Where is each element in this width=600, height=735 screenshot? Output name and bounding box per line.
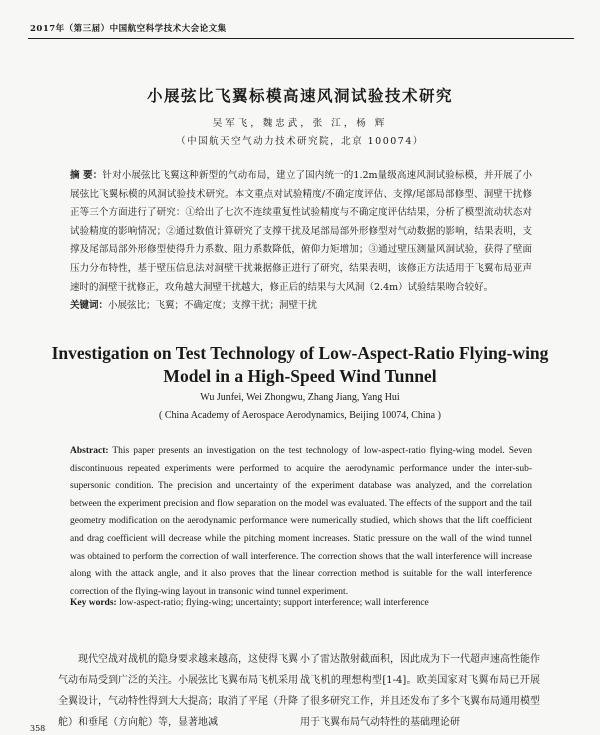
cn-authors: 吴军飞，魏忠武，张 江，杨 辉 <box>212 118 388 129</box>
header-rule <box>28 38 574 39</box>
cn-abstract-text: 针对小展弦比飞翼这种新型的气动布局，建立了国内统一的1.2m量级高速风洞试验标模，并开展了小展弦比飞翼标模的风洞试验技术研究。本文重点对试验精度/不确定度评估、支撑/尾部局部修型、洞壁干扰修正等三个方面进行了研究：①给出了七次不连续重复性试验精度与不确定度评估结果，分析了模型流动状态对试验精度的影响情况；②通过数值计算研究了支撑干扰及尾部局部外形修型对气动数据的影响，结果表明，支撑及尾部局部外形修型使得升力系数、阻力系数降低，俯仰力矩增加；③通过壁压测量风洞试验，获得了壁面压力分布特性，基于壁压信息法对洞壁干扰兼据修正进行了研究，结果表明，该修正方法适用于飞翼布局亚声速时的洞壁干扰修正，攻角越大洞壁干扰越大，修正后的结果与大风洞（2.4m）试验结果吻合较好。 <box>70 170 532 293</box>
cn-abstract-label: 摘 要： <box>70 170 103 181</box>
running-head: 2017年（第三届）中国航空科学技术大会论文集 <box>30 24 227 34</box>
en-keywords <box>70 598 532 608</box>
body-left-column: 现代空战对战机的隐身要求越来越高，这使得飞翼气动布局受到广泛的关注。小展弦比飞翼布局飞机采用全翼设计，气动特性得到大大提高；取消了平尾（升降舵）和垂尾（方向舵）等，显著地减 <box>58 654 298 728</box>
en-authors: Wu Junfei, Wei Zhongwu, Zhang Jiang, Yang Hui <box>200 392 400 403</box>
cn-keywords-text: 小展弦比；飞翼；不确定度；支撑干扰；洞壁干扰 <box>108 300 318 311</box>
en-title: Investigation on Test Technology of Low-Aspect-Ratio Flying-wing Model in a High-Speed Wind Tunnel <box>51 343 549 386</box>
cn-abstract <box>70 167 532 297</box>
en-keywords-text: low-aspect-ratio; flying-wing; uncertainty; support interference; wall interference <box>119 598 429 608</box>
en-abstract-label: Abstract: <box>70 446 109 456</box>
en-keywords-label: Key words: <box>70 598 117 608</box>
en-affiliation: ( China Academy of Aerospace Aerodynamics, Beijing 10074, China ) <box>159 410 441 421</box>
body-right-column: 小了雷达散射截面积，因此成为下一代超声速高性能作战飞机的理想构型[1-4]。欧美国家对飞翼布局已开展了很多研究工作，并且还发布了多个飞翼布局通用模型用于飞翼布局气动特性的基础理论研 <box>300 654 540 728</box>
page-number: 358 <box>30 724 46 733</box>
cn-title: 小展弦比飞翼标模高速风洞试验技术研究 <box>146 86 453 105</box>
cn-affiliation: （中国航天空气动力技术研究院，北京 100074） <box>176 136 424 147</box>
en-abstract <box>70 443 532 601</box>
cn-keywords-label: 关键词： <box>70 300 109 311</box>
en-abstract-text: This paper presents an investigation on the test technology of low-aspect-ratio flying-wing model. Seven discontinuous repeated experiments were performed to acquire the aerodynamic performance under the inter-sub-supersonic condition. The precision and uncertainty of the experiment database was analyzed, and the correlation between the experiment precision and flow separation on the model was evaluated. The effects of the support and the tail geometry modification on the aerodynamic performance were numerically studied, which shows that the lift coefficient and drag coefficient will decrease while the pitching moment increases. Static pressure on the wall of the wind tunnel was obtained to perform the correction of wall interference. The correction shows that the wall interference will increase along with the attack angle, and it also proves that the linear correction method is suitable for the wall interference correction of the flying-wing layout in transonic wind tunnel experiment. <box>70 446 532 597</box>
cn-keywords <box>70 297 532 315</box>
